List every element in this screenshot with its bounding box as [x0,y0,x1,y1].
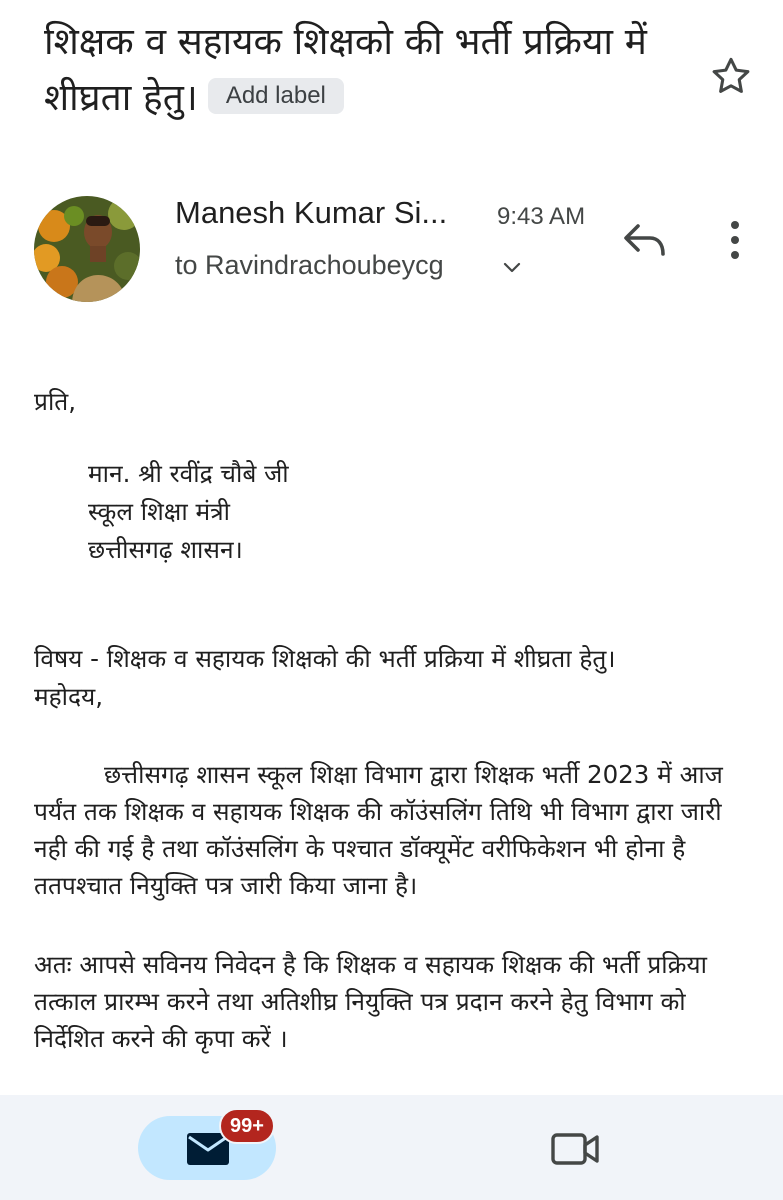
body-paragraph-2: अतः आपसे सविनय निवेदन है कि शिक्षक व सहायक शिक्षक की भर्ती प्रक्रिया तत्काल प्रारम्भ करने तथा अतिशीघ्र नियुक्ति पत्र प्रदान करने हेतु विभाग को निर्देशित करने की कृपा करें । [34,950,707,1053]
sender-name[interactable]: Manesh Kumar Si... [175,195,448,230]
avatar[interactable] [34,196,140,302]
more-vert-icon[interactable] [722,218,748,262]
bottom-navigation-bar [0,1095,783,1200]
address-line: छत्तीसगढ़ शासन। [88,535,243,564]
reply-icon[interactable] [620,218,670,262]
email-subject [44,14,684,126]
email-subject-text: शिक्षक व सहायक शिक्षको की भर्ती प्रक्रिया में शीघ्रता हेतु। [44,20,647,119]
avatar-photo [34,196,140,302]
star-icon[interactable] [708,54,754,100]
body-subject-line: विषय - शिक्षक व सहायक शिक्षको की भर्ती प्रक्रिया में शीघ्रता हेतु। [34,644,616,673]
chevron-down-icon[interactable] [500,256,524,280]
video-icon[interactable] [550,1130,600,1168]
body-salutation: प्रति, [34,387,77,416]
body-paragraph-1: छत्तीसगढ़ शासन स्कूल शिक्षा विभाग द्वारा शिक्षक भर्ती 2023 में आज पर्यंत तक शिक्षक व सहायक शिक्षक की कॉउंसलिंग तिथि भी विभाग द्वारा जारी नही की गई है तथा कॉउंसलिंग के पश्चात डॉक्यूमेंट वरीफिकेशन भी होना है ततपश्चात नियुक्ति पत्र जारी किया जाना है। [34,760,723,900]
body-greeting: महोदय, [34,682,104,711]
add-label-button[interactable]: Add label [208,78,344,114]
unread-count-badge: 99+ [219,1108,275,1144]
recipient-line[interactable]: to Ravindrachoubeycg [175,250,444,280]
address-line: मान. श्री रवींद्र चौबे जी [88,459,289,488]
address-line: स्कूल शिक्षा मंत्री [88,497,230,526]
email-time: 9:43 AM [497,203,586,230]
